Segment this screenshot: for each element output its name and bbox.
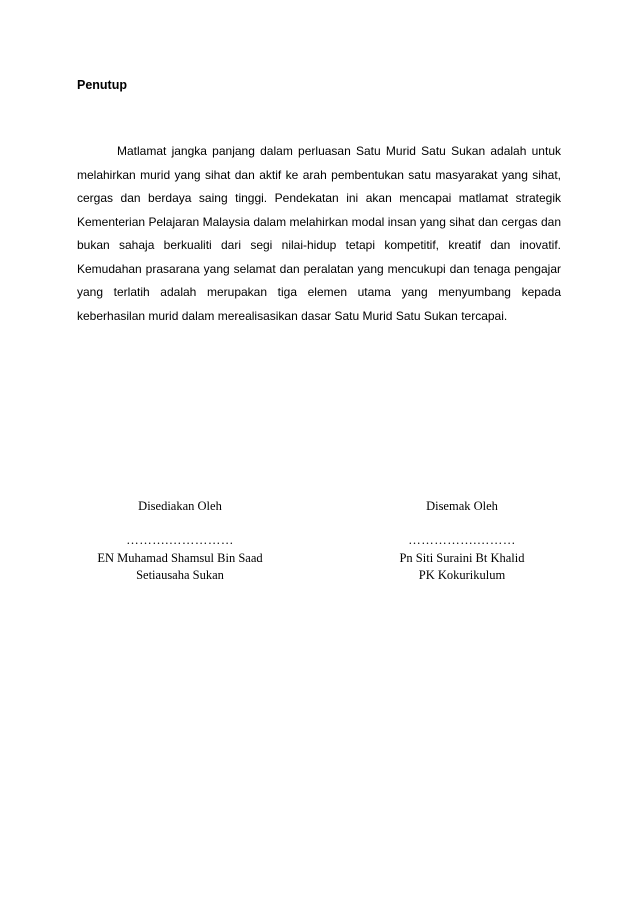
section-heading: Penutup [77, 78, 127, 92]
signature-block-checked [352, 498, 572, 584]
checker-name: Pn Siti Suraini Bt Khalid [399, 551, 525, 565]
signature-line: ……….…………… [126, 533, 234, 547]
signature-line: …………….……… [408, 533, 516, 547]
checker-role: PK Kokurikulum [418, 568, 506, 582]
body-paragraph: Matlamat jangka panjang dalam perluasan Satu Murid Satu Sukan adalah untuk melahirkan murid yang sihat dan aktif ke arah pembentukan satu masyarakat yang sihat, cergas dan berdaya saing tinggi. Pendekatan ini akan mencapai matlamat strategik Kementerian Pelajaran Malaysia dalam melahirkan modal insan yang sihat dan cergas dan bukan sahaja berkualiti dari segi nilai-hidup tetapi kompetitif, kreatif dan inovatif. Kemudahan prasarana yang selamat dan peralatan yang mencukupi dan tenaga pengajar yang terlatih adalah merupakan tiga elemen utama yang menyumbang kepada keberhasilan murid dalam merealisasikan dasar Satu Murid Satu Sukan tercapai. [77, 144, 561, 323]
preparer-name: EN Muhamad Shamsul Bin Saad [97, 551, 263, 565]
prepared-by-label: Disediakan Oleh [138, 499, 222, 513]
preparer-role: Setiausaha Sukan [136, 568, 224, 582]
checked-by-label: Disemak Oleh [426, 499, 498, 513]
signature-block-prepared [70, 498, 290, 584]
